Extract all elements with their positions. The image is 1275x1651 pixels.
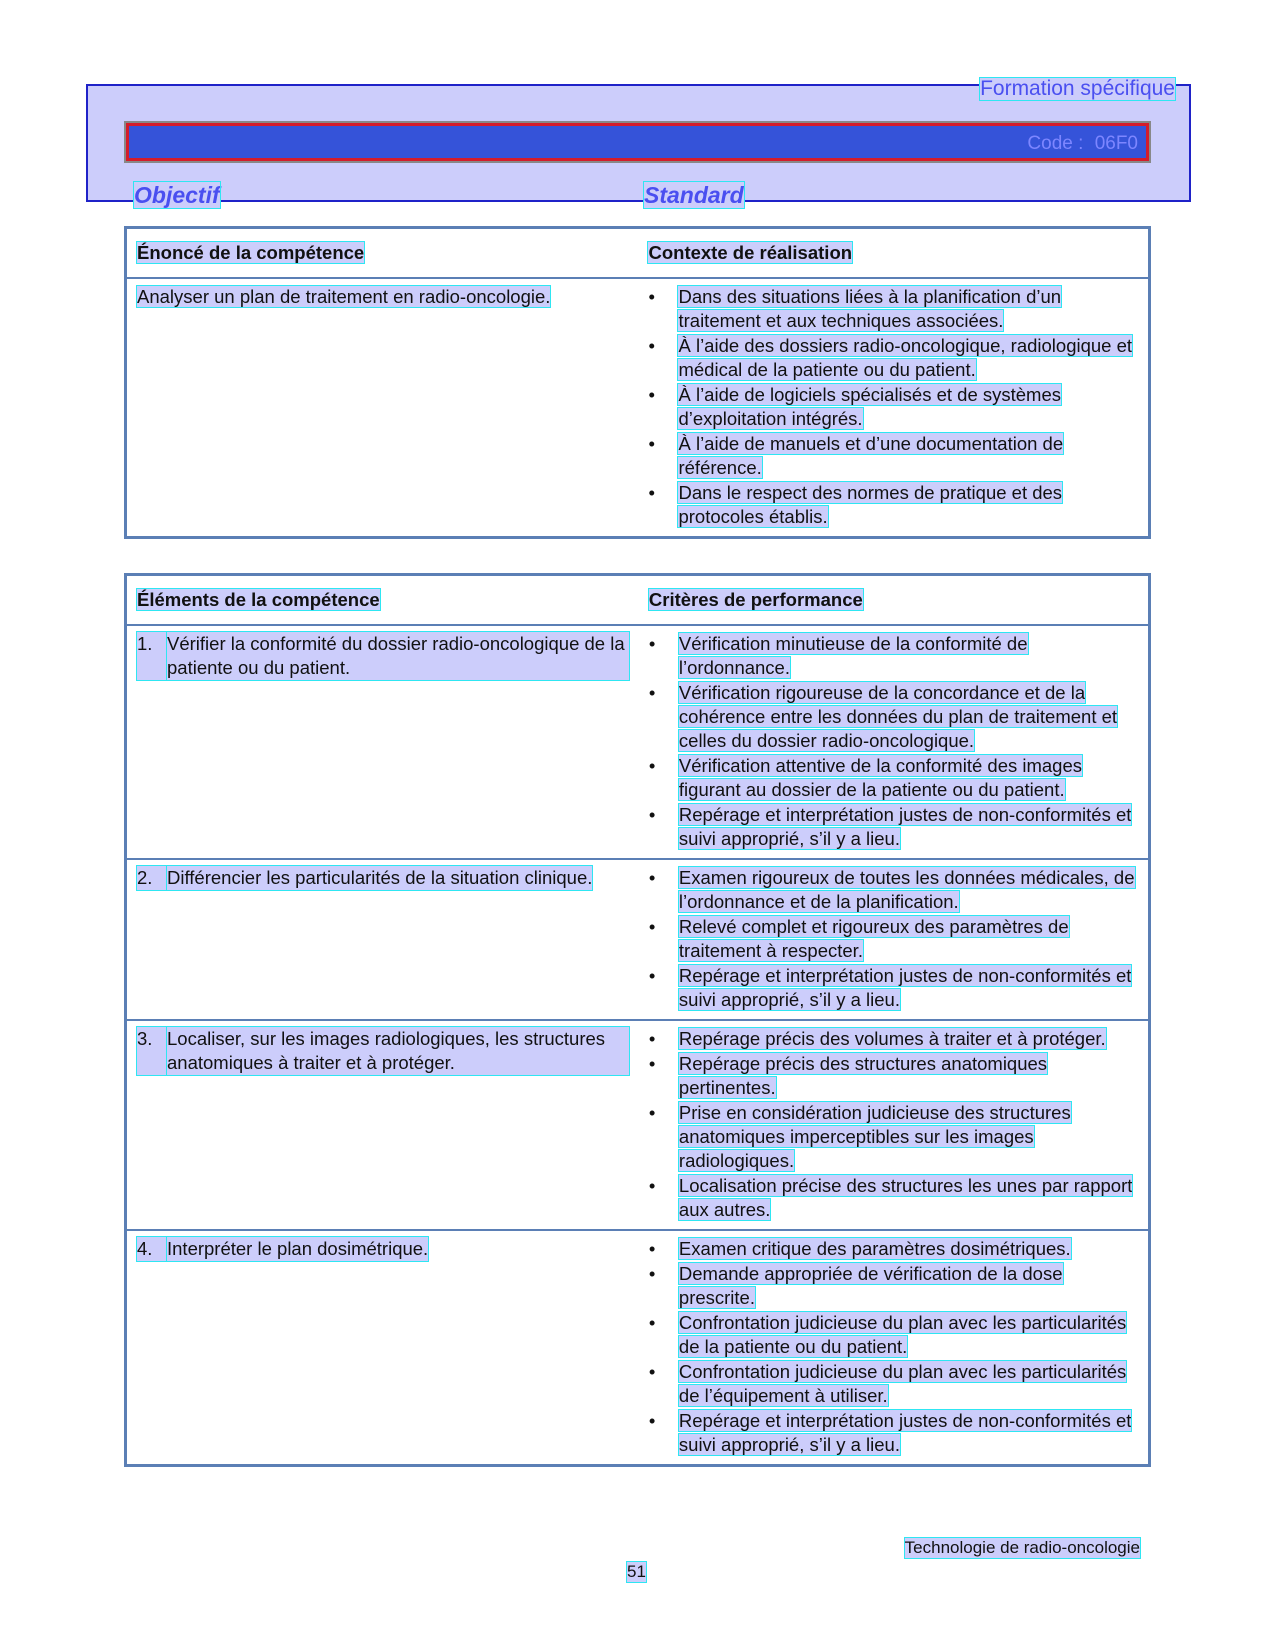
criteria-list (649, 1237, 1138, 1457)
standard-heading: Standard (644, 182, 744, 208)
code-label: Code : (1027, 133, 1084, 154)
list-item: • Relevé complet et rigoureux des paramètres de traitement à respecter. (649, 915, 1138, 963)
list-item: • Vérification minutieuse de la conformité de l’ordonnance. (649, 632, 1138, 680)
elements-table (124, 573, 1151, 1467)
list-item: • Examen critique des paramètres dosimétriques. (649, 1237, 1138, 1261)
objectif-heading: Objectif (134, 182, 220, 208)
table-header-row (126, 228, 1150, 279)
context-list (648, 285, 1138, 529)
table-header-row (126, 575, 1150, 626)
criteria-list (649, 632, 1138, 851)
element-text: Localiser, sur les images radiologiques, les structures anatomiques à traiter et à protéger. (167, 1027, 629, 1075)
list-item: • Repérage et interprétation justes de non-conformités et suivi approprié, s’il y a lieu. (649, 964, 1138, 1012)
list-item: • Vérification rigoureuse de la concordance et de la cohérence entre les données du plan de traitement et celles du dossier radio-oncologique. (649, 681, 1138, 753)
list-item: • À l’aide de manuels et d’une documentation de référence. (648, 432, 1138, 480)
list-item: • À l’aide de logiciels spécialisés et de systèmes d’exploitation intégrés. (648, 383, 1138, 431)
code-bar (124, 121, 1151, 163)
criteria-list (649, 1027, 1138, 1222)
enonce-header: Énoncé de la compétence (137, 242, 365, 263)
list-item: • Dans des situations liées à la planification d’un traitement et aux techniques associées. (648, 285, 1138, 333)
element-text: Différencier les particularités de la situation clinique. (167, 867, 593, 888)
list-item: • Confrontation judicieuse du plan avec les particularités de la patiente ou du patient. (649, 1311, 1138, 1359)
list-item: • Prise en considération judicieuse des structures anatomiques imperceptibles sur les images radiologiques. (649, 1101, 1138, 1173)
footer-program: Technologie de radio-oncologie (904, 1538, 1140, 1557)
list-item: • Demande appropriée de vérification de la dose prescrite. (649, 1262, 1138, 1310)
criteria-list (649, 866, 1138, 1012)
list-item: • Localisation précise des structures les unes par rapport aux autres. (649, 1174, 1138, 1222)
list-item: • À l’aide des dossiers radio-oncologique, radiologique et médical de la patiente ou du patient. (648, 334, 1138, 382)
table-row: 4. Interpréter le plan dosimétrique. • Examen critique des paramètres dosimétriques. • Demande appropriée de vérification de la dose prescrite. • Confrontation judicieuse du plan avec les particularités de la patiente ou du patient. • Confrontation judicieuse du plan avec les particularités de l’équipement à utiliser. • Repérage et interprétation justes de non-conformités et suivi approprié, s’il y a lieu. (126, 1230, 1150, 1466)
code-value: 06F0 (1094, 133, 1138, 154)
contexte-header: Contexte de réalisation (648, 242, 853, 263)
element-text: Interpréter le plan dosimétrique. (167, 1238, 429, 1259)
competence-table (124, 226, 1151, 539)
list-item: • Repérage précis des structures anatomiques pertinentes. (649, 1052, 1138, 1100)
table-row: 2. Différencier les particularités de la situation clinique. • Examen rigoureux de toutes les données médicales, de l’ordonnance et de la planification. • Relevé complet et rigoureux des paramètres de traitement à respecter. • Repérage et interprétation justes de non-conformités et suivi approprié, s’il y a lieu. (126, 859, 1150, 1020)
code-bar-inner (126, 123, 1149, 161)
criteres-header: Critères de performance (648, 589, 863, 610)
table-row: 3. Localiser, sur les images radiologiques, les structures anatomiques à traiter et à protéger. • Repérage précis des volumes à traiter et à protéger. • Repérage précis des structures anatomiques pertinentes. • Prise en considération judicieuse des structures anatomiques imperceptibles sur les images radiologiques. • Localisation précise des structures les unes par rapport aux autres. (126, 1020, 1150, 1230)
competence-statement: Analyser un plan de traitement en radio-oncologie. (137, 286, 551, 307)
code-text (1021, 134, 1138, 154)
page-number: 51 (627, 1562, 646, 1581)
list-item: • Repérage et interprétation justes de non-conformités et suivi approprié, s’il y a lieu. (649, 803, 1138, 851)
list-item: • Examen rigoureux de toutes les données médicales, de l’ordonnance et de la planification. (649, 866, 1138, 914)
list-item: • Repérage précis des volumes à traiter et à protéger. (649, 1027, 1138, 1051)
elements-header: Éléments de la compétence (137, 589, 380, 610)
list-item: • Dans le respect des normes de pratique et des protocoles établis. (648, 481, 1138, 529)
list-item: • Confrontation judicieuse du plan avec les particularités de l’équipement à utiliser. (649, 1360, 1138, 1408)
element-text: Vérifier la conformité du dossier radio-oncologique de la patiente ou du patient. (167, 632, 629, 680)
list-item: • Repérage et interprétation justes de non-conformités et suivi approprié, s’il y a lieu. (649, 1409, 1138, 1457)
table-row (126, 278, 1150, 538)
table-row: 1. Vérifier la conformité du dossier radio-oncologique de la patiente ou du patient. • Vérification minutieuse de la conformité de l’ordonnance. • Vérification rigoureuse de la concordance et de la cohérence entre les données du plan de traitement et celles du dossier radio-oncologique. • Vérification attentive de la conformité des images figurant au dossier de la patiente ou du patient. • Repérage et interprétation justes de non-conformités et suivi approprié, s’il y a lieu. (126, 625, 1150, 859)
list-item: • Vérification attentive de la conformité des images figurant au dossier de la patiente ou du patient. (649, 754, 1138, 802)
formation-label: Formation spécifique (980, 77, 1175, 100)
